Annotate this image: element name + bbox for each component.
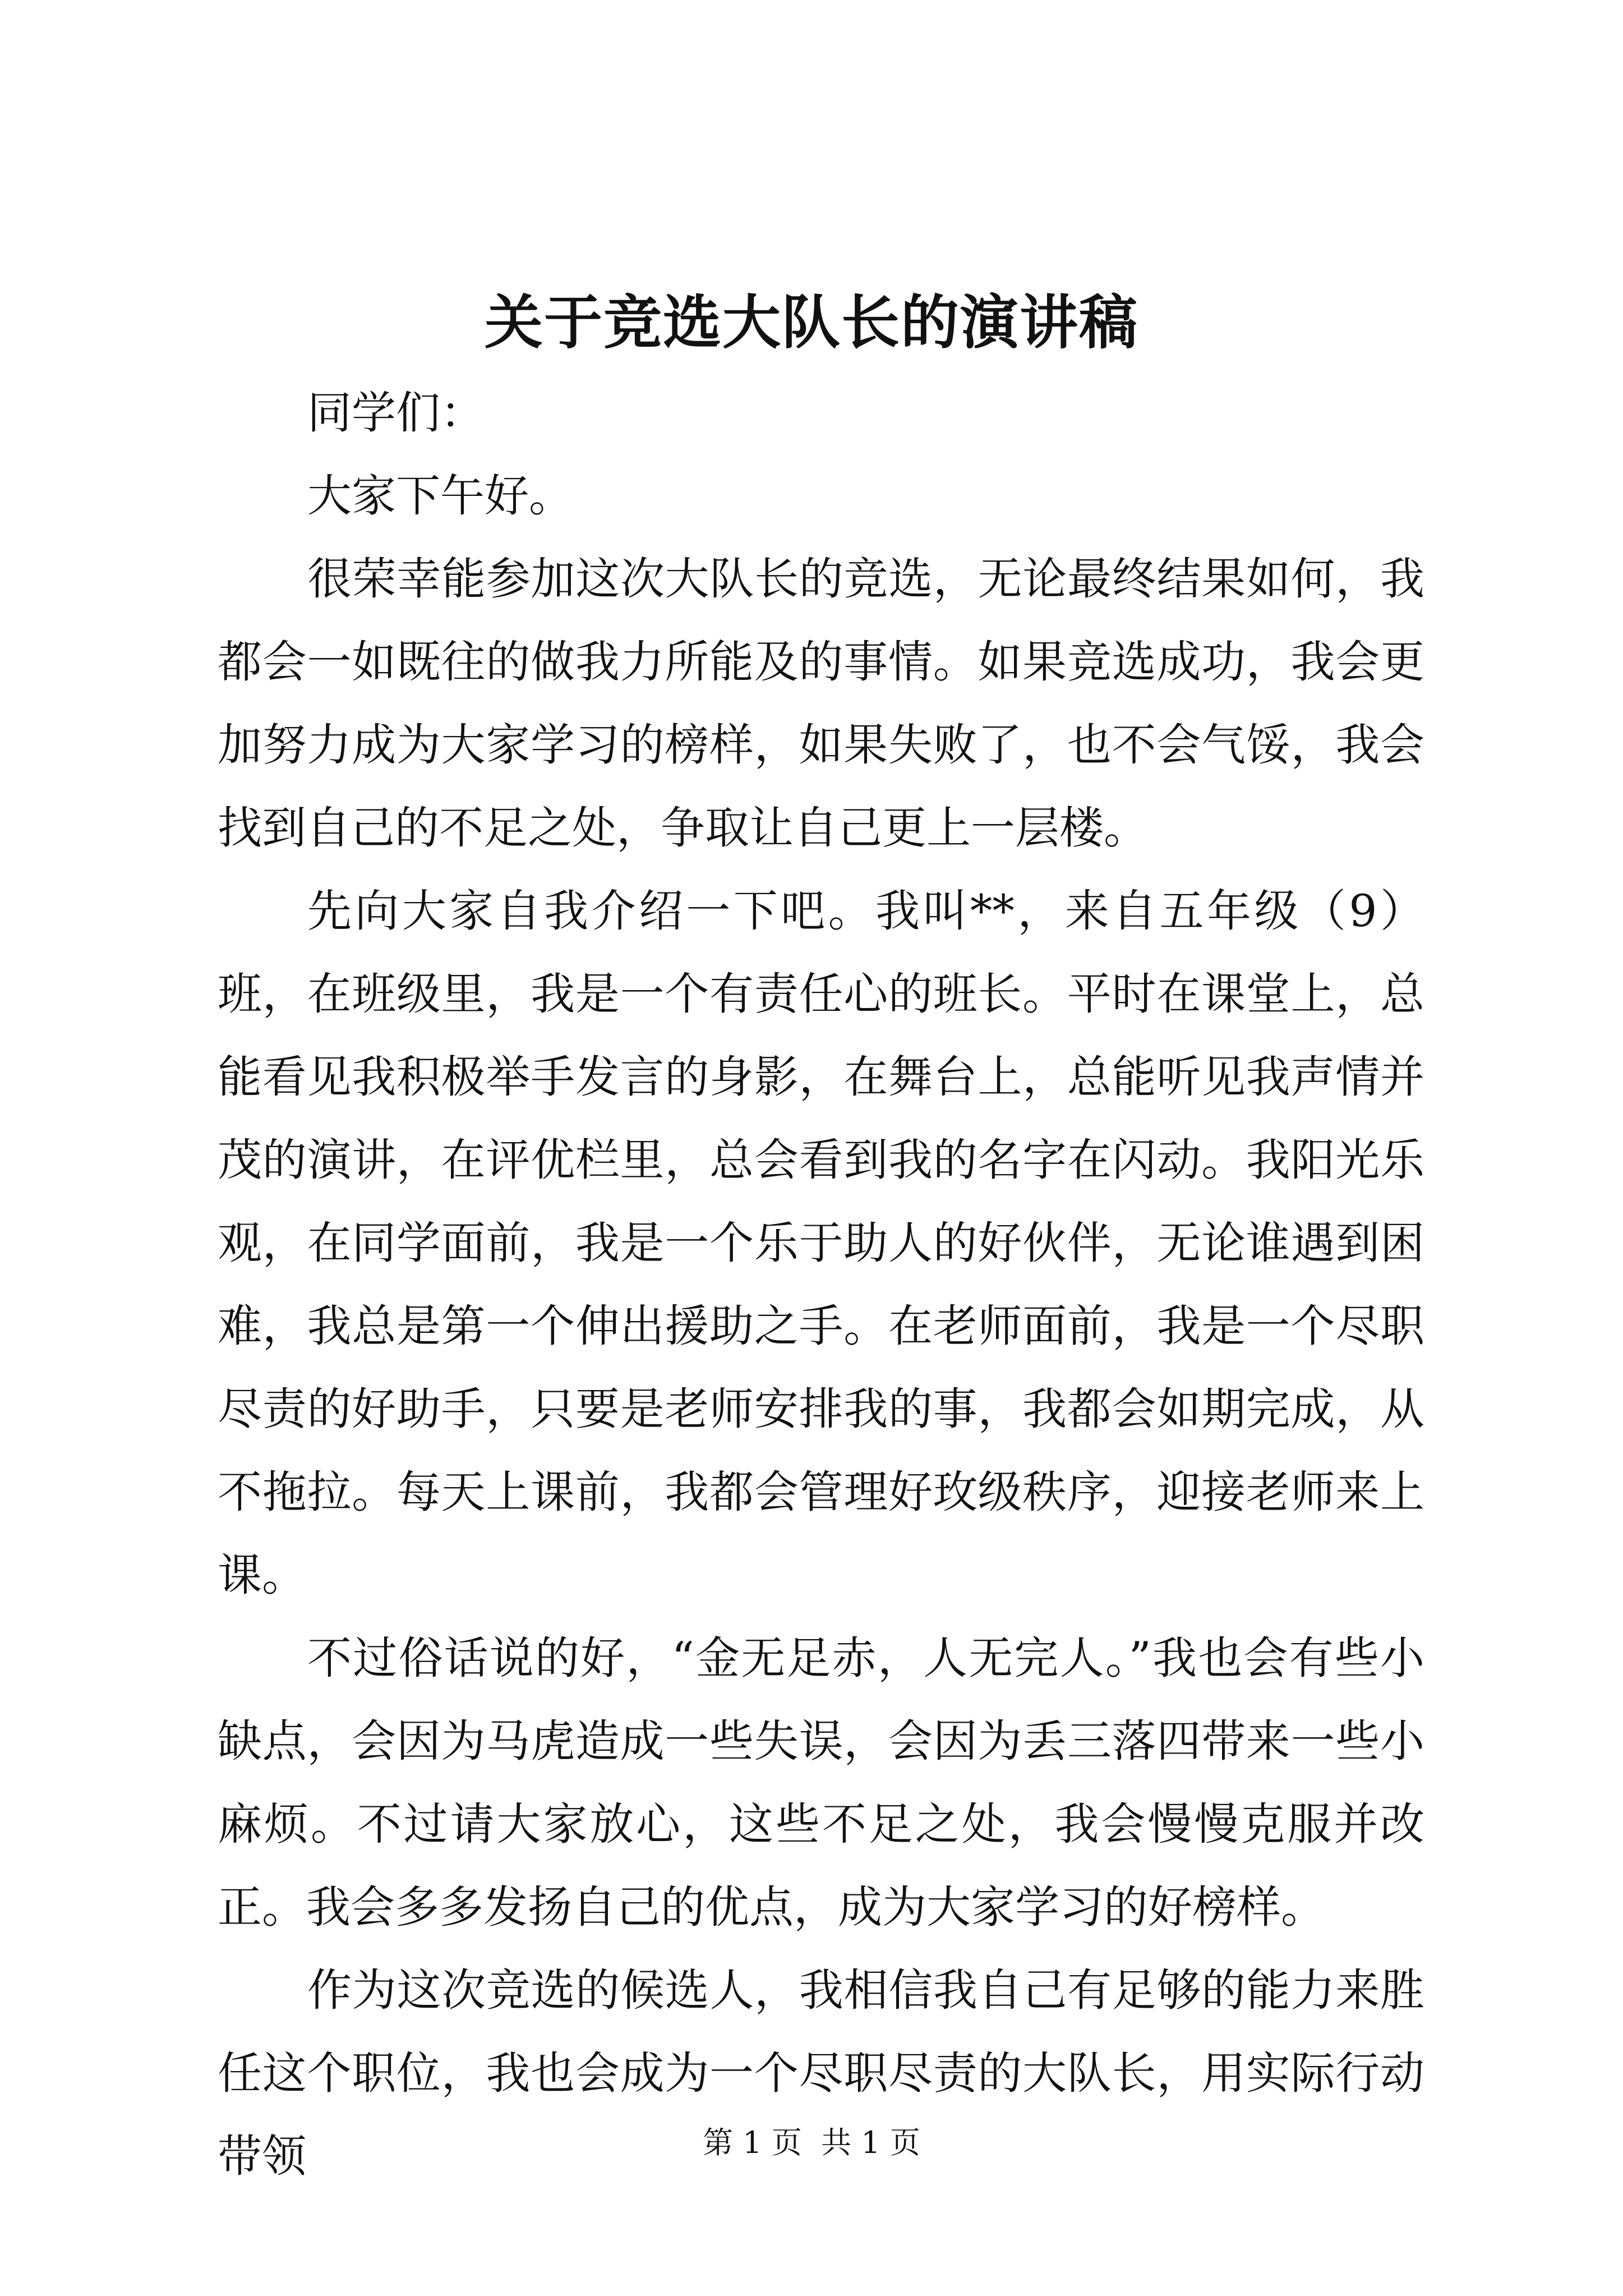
page-footer	[0, 2120, 1623, 2165]
paragraph-self-introduction: 先向大家自我介绍一下吧。我叫**，来自五年级（9）班，在班级里，我是一个有责任心的班长。平时在课堂上，总能看见我积极举手发言的身影，在舞台上，总能听见我声情并茂的演讲，在评优栏里，总会看到我的名字在闪动。我阳光乐观，在同学面前，我是一个乐于助人的好伙伴，无论谁遇到困难，我总是第一个伸出援助之手。在老师面前，我是一个尽职尽责的好助手，只要是老师安排我的事，我都会如期完成，从不拖拉。每天上课前，我都会管理好玫级秩序，迎接老师来上课。	[218, 885, 1424, 1601]
document-body	[218, 371, 1424, 2198]
paragraph-shortcomings: 不过俗话说的好，“金无足赤，人无完人。”我也会有些小缺点，会因为马虎造成一些失误，会因为丢三落四带来一些小麻烦。不过请大家放心，这些不足之处，我会慢慢克服并改正。我会多多发扬自己的优点，成为大家学习的好榜样。	[218, 1632, 1424, 1933]
salutation: 同学们：	[307, 387, 485, 439]
greeting: 大家下午好。	[307, 470, 573, 522]
page-number-label: 第 1 页 共 1 页	[703, 2125, 920, 2160]
paragraph-candidacy: 作为这次竞选的候选人，我相信我自己有足够的能力来胜任这个职位，我也会成为一个尽职尽责的大队长，用实际行动带领	[218, 1964, 1424, 2182]
document-title: 关于竞选大队长的演讲稿	[484, 288, 1138, 357]
paragraph-intro: 很荣幸能参加这次大队长的竞选，无论最终结果如何，我都会一如既往的做我力所能及的事情。如果竞选成功，我会更加努力成为大家学习的榜样，如果失败了，也不会气馁，我会找到自己的不足之处，争取让自己更上一层楼。	[218, 553, 1424, 854]
